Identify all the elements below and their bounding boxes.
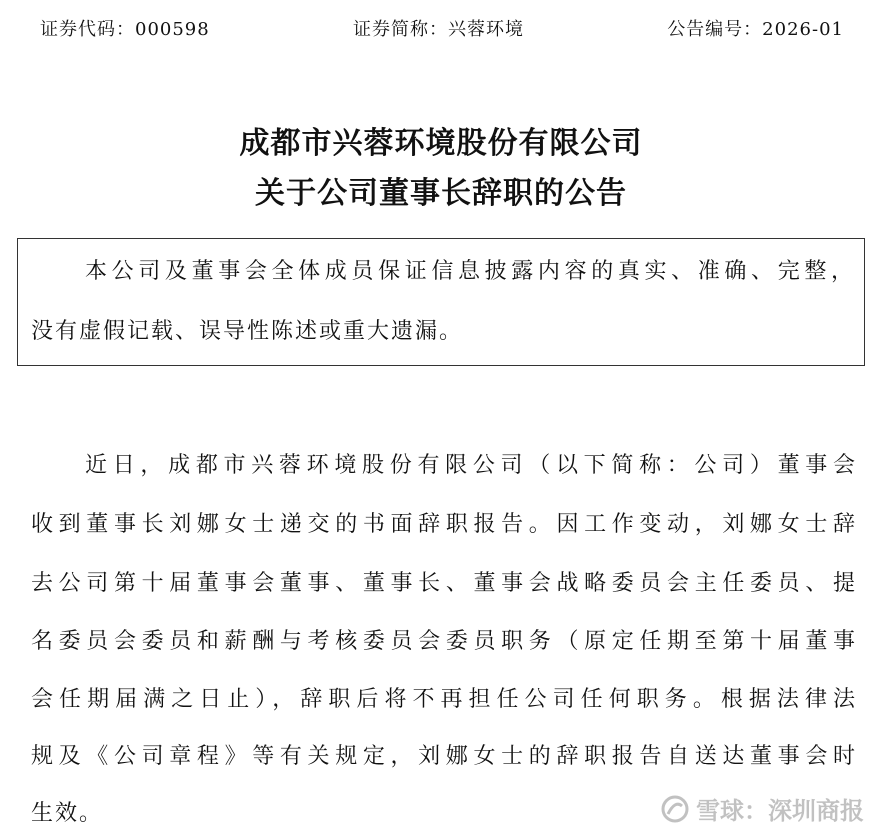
statement-line-1: 本公司及董事会全体成员保证信息披露内容的真实、准确、完整， [85, 259, 855, 284]
body-line-1: 近日，成都市兴蓉环境股份有限公司（以下简称：公司）董事会 [85, 453, 857, 478]
body-line-7: 生效。 [31, 801, 104, 826]
body-line-2: 收到董事长刘娜女士递交的书面辞职报告。因工作变动，刘娜女士辞 [31, 512, 857, 537]
company-title: 成都市兴蓉环境股份有限公司 [239, 126, 643, 161]
notice-title: 关于公司董事长辞职的公告 [255, 176, 627, 211]
body-line-5: 会任期届满之日止），辞职后将不再担任公司任何职务。根据法律法 [31, 687, 857, 712]
statement-line-2: 没有虚假记载、误导性陈述或重大遗漏。 [31, 319, 464, 344]
body-line-3: 去公司第十届董事会董事、董事长、董事会战略委员会主任委员、提 [31, 571, 857, 596]
stock-code: 证券代码：000598 [40, 19, 210, 40]
body-line-6: 规及《公司章程》等有关规定，刘娜女士的辞职报告自送达董事会时 [31, 744, 857, 769]
notice-number: 公告编号：2026-01 [667, 19, 844, 40]
snowball-logo-icon [660, 794, 690, 824]
watermark [660, 791, 864, 826]
stock-short-name: 证券简称：兴蓉环境 [352, 19, 524, 40]
watermark-text: 雪球：深圳商报 [696, 797, 864, 825]
document-header [40, 14, 844, 42]
body-line-4: 名委员会委员和薪酬与考核委员会委员职务（原定任期至第十届董事 [31, 629, 857, 654]
